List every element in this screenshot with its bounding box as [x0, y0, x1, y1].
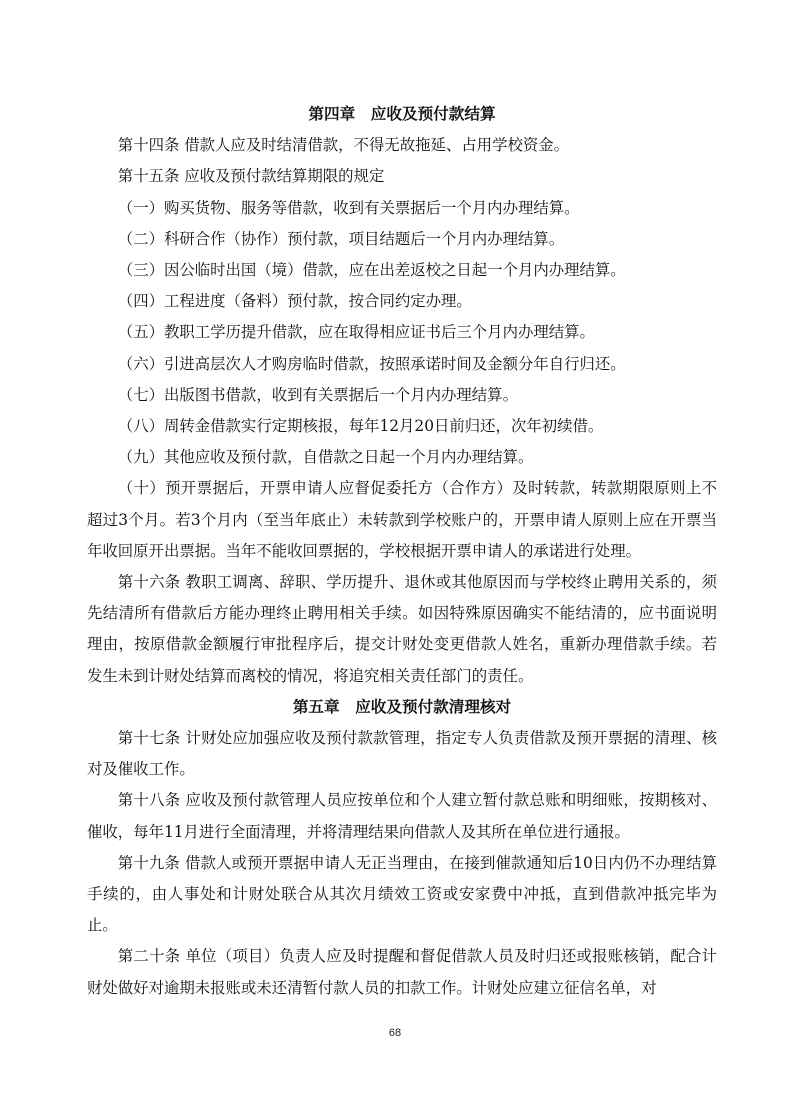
article-15: 第十五条 应收及预付款结算期限的规定 — [117, 167, 385, 186]
page-number: 68 — [388, 1027, 402, 1039]
article-15-item-7: （七）出版图书借款，收到有关票据后一个月内办理结算。 — [117, 385, 518, 404]
article-15-item-1: （一）购买货物、服务等借款，收到有关票据后一个月内办理结算。 — [117, 198, 580, 217]
article-19: 第十九条 借款人或预开票据申请人无正当理由，在接到催款通知后10日内仍不办理结算手续的，由人事处和计财处联合从其次月绩效工资或安家费中冲抵，直到借款冲抵完毕为止。 — [87, 853, 717, 935]
page-content — [87, 99, 717, 1004]
article-15-item-6: （六）引进高层次人才购房临时借款，按照承诺时间及金额分年自行归还。 — [117, 354, 626, 373]
article-15-item-2: （二）科研合作（协作）预付款，项目结题后一个月内办理结算。 — [117, 229, 565, 248]
article-15-item-4: （四）工程进度（备料）预付款，按合同约定办理。 — [117, 292, 472, 311]
article-15-item-5: （五）教职工学历提升借款，应在取得相应证书后三个月内办理结算。 — [117, 323, 595, 342]
article-18: 第十八条 应收及预付款管理人员应按单位和个人建立暂付款总账和明细账，按期核对、催收，每年11月进行全面清理，并将清理结果向借款人及其所在单位进行通报。 — [87, 791, 717, 841]
article-20: 第二十条 单位（项目）负责人应及时提醒和督促借款人员及时归还或报账核销，配合计财处做好对逾期未报账或未还清暂付款人员的扣款工作。计财处应建立征信名单，对 — [87, 947, 717, 997]
chapter-5-title: 第五章 应收及预付款清理核对 — [292, 697, 512, 716]
article-15-item-10: （十）预开票据后，开票申请人应督促委托方（合作方）及时转款，转款期限原则上不超过3个月。若3个月内（至当年底止）未转款到学校账户的，开票申请人原则上应在开票当年收回原开出票据。当年不能收回票据的，学校根据开票申请人的承诺进行处理。 — [87, 479, 717, 560]
article-17: 第十七条 计财处应加强应收及预付款款管理，指定专人负责借款及预开票据的清理、核对及催收工作。 — [87, 729, 717, 779]
chapter-4-title: 第四章 应收及预付款结算 — [308, 105, 496, 123]
article-14: 第十四条 借款人应及时结清借款，不得无故拖延、占用学校资金。 — [117, 136, 570, 155]
article-16: 第十六条 教职工调离、辞职、学历提升、退休或其他原因而与学校终止聘用关系的，须先结清所有借款后方能办理终止聘用相关手续。如因特殊原因确实不能结清的，应书面说明理由，按原借款金额履行审批程序后，提交计财处变更借款人姓名，重新办理借款手续。若发生未到计财处结算而离校的情况，将追究相关责任部门的责任。 — [87, 573, 717, 685]
article-15-item-8: （八）周转金借款实行定期核报，每年12月20日前归还，次年初续借。 — [117, 417, 604, 436]
article-15-item-3: （三）因公临时出国（境）借款，应在出差返校之日起一个月内办理结算。 — [117, 261, 626, 280]
article-15-item-9: （九）其他应收及预付款，自借款之日起一个月内办理结算。 — [117, 448, 534, 467]
